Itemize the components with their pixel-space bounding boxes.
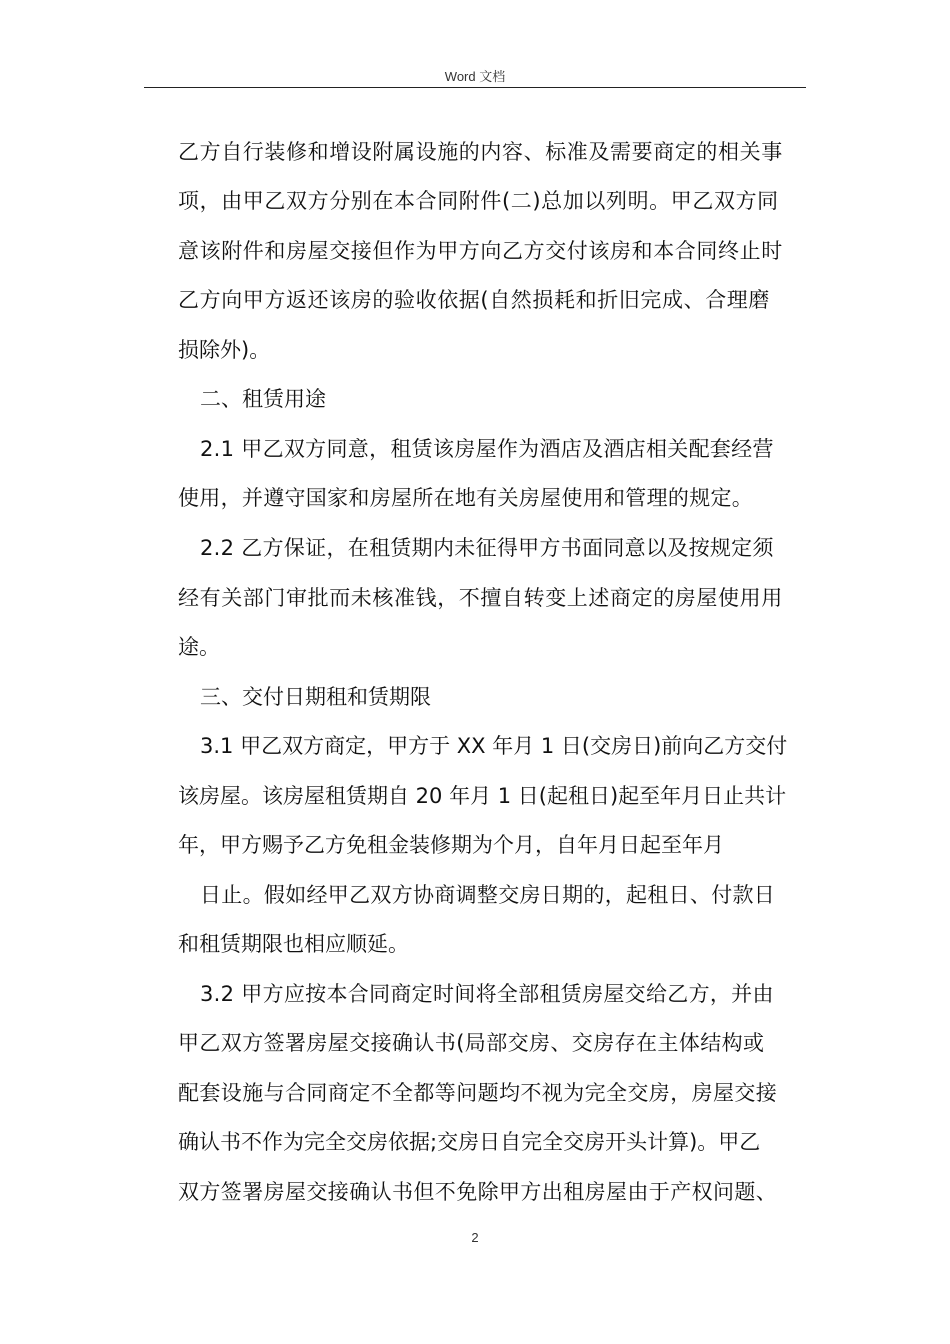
- text-line: 项，由甲乙双方分别在本合同附件(二)总加以列明。甲乙双方同: [178, 189, 779, 213]
- page-number: 2: [471, 1230, 479, 1245]
- text-line: 该房屋。该房屋租赁期自 20 年月 1 日(起租日)起至年月日止共计: [178, 784, 787, 808]
- text-line: 年，甲方赐予乙方免租金装修期为个月，自年月日起至年月: [178, 833, 724, 857]
- text-line: 2.1 甲乙双方同意，租赁该房屋作为酒店及酒店相关配套经营: [200, 437, 774, 461]
- text-line: 意该附件和房屋交接但作为甲方向乙方交付该房和本合同终止时: [178, 239, 783, 263]
- text-line: 3.2 甲方应按本合同商定时间将全部租赁房屋交给乙方，并由: [200, 982, 774, 1006]
- text-line: 乙方自行装修和增设附属设施的内容、标准及需要商定的相关事: [178, 140, 783, 164]
- section-heading: 三、交付日期租和赁期限: [200, 685, 431, 709]
- section-heading: 二、租赁用途: [200, 387, 326, 411]
- text-line: 日止。假如经甲乙双方协商调整交房日期的，起租日、付款日: [200, 883, 776, 907]
- text-line: 3.1 甲乙双方商定，甲方于 XX 年月 1 日(交房日)前向乙方交付: [200, 734, 788, 758]
- text-line: 经有关部门审批而未核准钱，不擅自转变上述商定的房屋使用用: [178, 586, 783, 610]
- text-line: 和租赁期限也相应顺延。: [178, 932, 409, 956]
- text-line: 乙方向甲方返还该房的验收依据(自然损耗和折旧完成、合理磨: [178, 288, 770, 312]
- text-line: 2.2 乙方保证，在租赁期内未征得甲方书面同意以及按规定须: [200, 536, 774, 560]
- page-header-title: Word 文档: [444, 69, 506, 84]
- text-line: 途。: [178, 635, 220, 659]
- text-line: 配套设施与合同商定不全都等问题均不视为完全交房，房屋交接: [178, 1081, 778, 1105]
- text-line: 确认书不作为完全交房依据;交房日自完全交房开头计算)。甲乙: [178, 1130, 761, 1154]
- text-line: 甲乙双方签署房屋交接确认书(局部交房、交房存在主体结构或: [178, 1031, 765, 1055]
- header-divider: [144, 87, 806, 88]
- text-line: 双方签署房屋交接确认书但不免除甲方出租房屋由于产权问题、: [178, 1180, 778, 1204]
- text-line: 损除外)。: [178, 338, 271, 362]
- text-line: 使用，并遵守国家和房屋所在地有关房屋使用和管理的规定。: [178, 486, 754, 510]
